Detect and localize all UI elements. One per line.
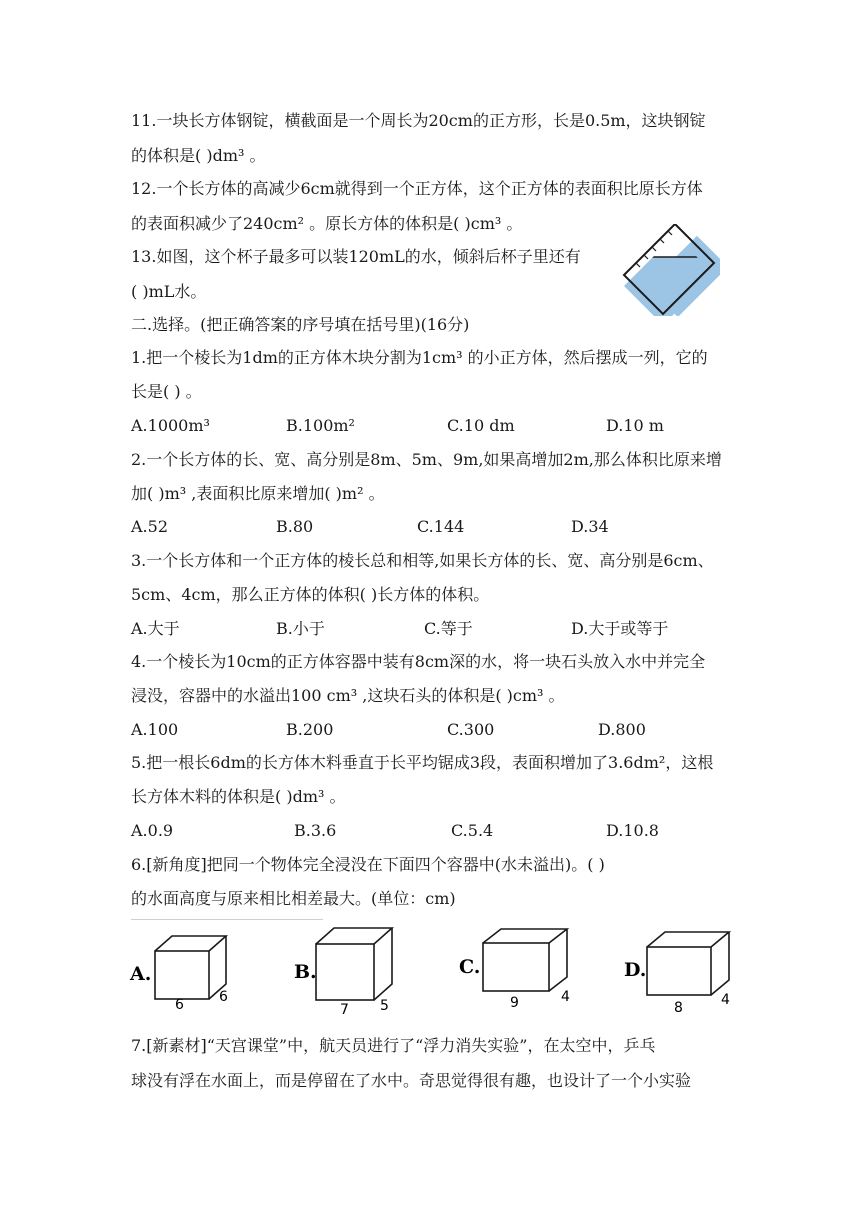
c1-option-d: D.10 m [606,416,664,435]
container-figure-c [457,921,577,1013]
c1-option-c: C.10 dm [447,416,515,435]
c5-option-c: C.5.4 [451,821,494,840]
section2-heading: 二.选择。(把正确答案的序号填在括号里)(16分) [131,315,470,334]
container-figure-b [292,922,400,1016]
container-figure-a [128,928,236,1010]
c3-option-b: B.小于 [276,619,325,638]
c7-line1: 7.[新素材]“天宫课堂”中，航天员进行了“浮力消失实验”，在太空中，乒乓 [131,1036,656,1055]
c2-option-a: A.52 [131,517,168,536]
c7-line2: 球没有浮在水面上，而是停留在了水中。奇思觉得很有趣，也设计了一个小实验 [131,1071,692,1090]
container-figure-d [622,924,734,1016]
c5-option-b: B.3.6 [294,821,337,840]
c4-option-c: C.300 [447,720,495,739]
figure-c-side-dim: 4 [561,989,570,1005]
q12-line1: 12.一个长方体的高减少6cm就得到一个正方体，这个正方体的表面积比原长方体 [131,179,703,198]
figure-b-front-dim: 7 [340,1002,349,1016]
figure-d-side-dim: 4 [721,992,730,1008]
c2-line2: 加( )m³ ,表面积比原来增加( )m² 。 [131,484,385,503]
c3-line2: 5cm、4cm，那么正方体的体积( )长方体的体积。 [131,585,490,604]
figure-b-side-dim: 5 [380,998,389,1014]
figure-a-side-dim: 6 [219,989,228,1005]
q12-line2: 的表面积减少了240cm² 。原长方体的体积是( )cm³ 。 [131,214,523,233]
c2-line1: 2.一个长方体的长、宽、高分别是8m、5m、9m,如果高增加2m,那么体积比原来增 [131,450,722,469]
c4-line1: 4.一个棱长为10cm的正方体容器中装有8cm深的水，将一块石头放入水中并完全 [131,652,706,671]
figure-b-label: B. [294,961,317,983]
c3-option-c: C.等于 [424,619,473,638]
figure-d-label: D. [624,959,647,981]
figure-a-label: A. [130,963,152,985]
c3-option-a: A.大于 [131,619,180,638]
c4-option-a: A.100 [131,720,179,739]
figure-a-front-dim: 6 [175,997,184,1010]
divider [131,919,323,920]
c3-option-d: D.大于或等于 [571,619,669,638]
c2-option-d: D.34 [571,517,609,536]
figure-c-front-dim: 9 [510,995,519,1011]
c6-line2: 的水面高度与原来相比相差最大。(单位：cm) [131,889,456,908]
c6-line1: 6.[新角度]把同一个物体完全浸没在下面四个容器中(水未溢出)。( ) [131,855,605,874]
c2-option-b: B.80 [276,517,314,536]
c5-option-a: A.0.9 [131,821,174,840]
c1-line2: 长是( ) 。 [131,382,202,401]
figure-c-label: C. [459,956,481,978]
c2-option-c: C.144 [417,517,465,536]
tilted-cup-figure [618,224,720,316]
c4-line2: 浸没，容器中的水溢出100 cm³ ,这块石头的体积是( )cm³ 。 [131,686,565,705]
q11-line1: 11.一块长方体钢锭，横截面是一个周长为20cm的正方形，长是0.5m，这块钢锭 [131,111,706,130]
c1-line1: 1.把一个棱长为1dm的正方体木块分割为1cm³ 的小正方体，然后摆成一列，它的 [131,348,708,367]
q11-line2: 的体积是( )dm³ 。 [131,146,266,165]
c5-line1: 5.把一根长6dm的长方体木料垂直于长平均锯成3段，表面积增加了3.6dm²，这根 [131,753,714,772]
q13-line2: ( )mL水。 [131,282,207,301]
c1-option-b: B.100m² [286,416,355,435]
c3-line1: 3.一个长方体和一个正方体的棱长总和相等,如果长方体的长、宽、高分别是6cm、 [131,551,714,570]
c5-line2: 长方体木料的体积是( )dm³ 。 [131,787,346,806]
c4-option-d: D.800 [598,720,646,739]
c5-option-d: D.10.8 [606,821,659,840]
c1-option-a: A.1000m³ [131,416,210,435]
c4-option-b: B.200 [286,720,334,739]
q13-line1: 13.如图，这个杯子最多可以装120mL的水，倾斜后杯子里还有 [131,247,581,266]
figure-d-front-dim: 8 [674,1000,683,1016]
